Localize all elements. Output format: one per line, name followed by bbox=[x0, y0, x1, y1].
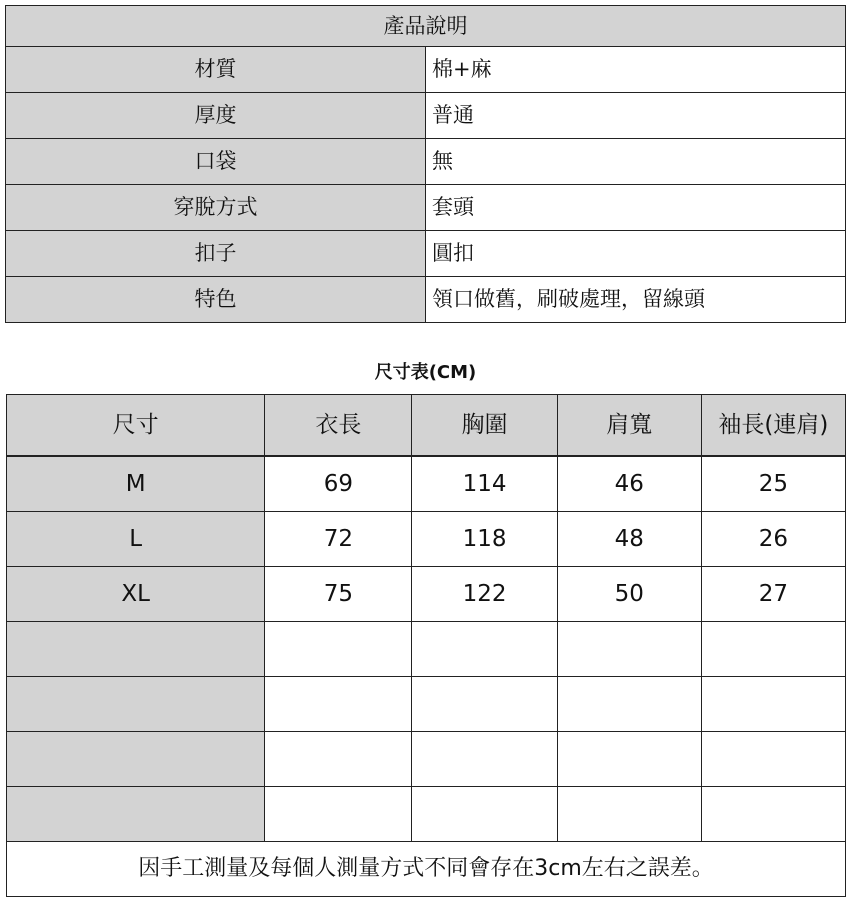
size-value-cell bbox=[412, 787, 557, 842]
product-info-header-row bbox=[6, 6, 846, 47]
product-info-row bbox=[6, 47, 846, 93]
product-info-label: 穿脫方式 bbox=[6, 185, 426, 231]
size-value-cell bbox=[701, 732, 845, 787]
size-row bbox=[7, 567, 846, 622]
size-value-cell: 75 bbox=[265, 567, 412, 622]
size-row-empty bbox=[7, 622, 846, 677]
product-info-label: 口袋 bbox=[6, 139, 426, 185]
size-header-cell: 衣長 bbox=[265, 395, 412, 457]
size-value-cell: 25 bbox=[701, 456, 845, 512]
product-info-label: 厚度 bbox=[6, 93, 426, 139]
size-value-cell bbox=[412, 732, 557, 787]
product-info-title: 產品說明 bbox=[6, 6, 846, 47]
size-row-empty bbox=[7, 732, 846, 787]
product-info-row bbox=[6, 277, 846, 323]
size-chart-title: 尺寸表(CM) bbox=[374, 362, 477, 383]
size-value-cell bbox=[265, 732, 412, 787]
size-header-cell: 尺寸 bbox=[7, 395, 265, 457]
product-info-value: 領口做舊，刷破處理，留線頭 bbox=[426, 277, 846, 323]
size-value-cell bbox=[265, 677, 412, 732]
product-info-value: 套頭 bbox=[426, 185, 846, 231]
size-value-cell: 72 bbox=[265, 512, 412, 567]
size-value-cell bbox=[701, 677, 845, 732]
size-value-cell: 118 bbox=[412, 512, 557, 567]
size-label-cell: M bbox=[7, 456, 265, 512]
size-value-cell bbox=[265, 622, 412, 677]
size-header-cell: 胸圍 bbox=[412, 395, 557, 457]
size-value-cell: 114 bbox=[412, 456, 557, 512]
size-note-row bbox=[7, 842, 846, 897]
size-value-cell: 26 bbox=[701, 512, 845, 567]
size-label-cell bbox=[7, 732, 265, 787]
size-value-cell bbox=[557, 622, 701, 677]
size-value-cell: 122 bbox=[412, 567, 557, 622]
size-row-empty bbox=[7, 677, 846, 732]
size-value-cell bbox=[412, 622, 557, 677]
size-label-cell: L bbox=[7, 512, 265, 567]
size-label-cell bbox=[7, 622, 265, 677]
size-value-cell: 46 bbox=[557, 456, 701, 512]
size-value-cell bbox=[557, 677, 701, 732]
product-info-row bbox=[6, 185, 846, 231]
product-info-value: 無 bbox=[426, 139, 846, 185]
product-info-label: 材質 bbox=[6, 47, 426, 93]
size-value-cell bbox=[701, 787, 845, 842]
product-info-value: 普通 bbox=[426, 93, 846, 139]
product-info-row bbox=[6, 93, 846, 139]
size-row-empty bbox=[7, 787, 846, 842]
product-info-label: 扣子 bbox=[6, 231, 426, 277]
product-info-table bbox=[5, 5, 846, 323]
product-info-row bbox=[6, 139, 846, 185]
size-label-cell bbox=[7, 677, 265, 732]
size-row bbox=[7, 456, 846, 512]
size-value-cell bbox=[557, 732, 701, 787]
size-value-cell: 50 bbox=[557, 567, 701, 622]
size-row bbox=[7, 512, 846, 567]
size-chart-header-row bbox=[7, 395, 846, 457]
size-value-cell: 27 bbox=[701, 567, 845, 622]
product-info-value: 圓扣 bbox=[426, 231, 846, 277]
size-chart-table bbox=[6, 394, 846, 897]
size-value-cell: 69 bbox=[265, 456, 412, 512]
product-info-label: 特色 bbox=[6, 277, 426, 323]
size-label-cell bbox=[7, 787, 265, 842]
size-header-cell: 袖長(連肩) bbox=[701, 395, 845, 457]
product-info-row bbox=[6, 231, 846, 277]
size-header-cell: 肩寬 bbox=[557, 395, 701, 457]
size-value-cell bbox=[701, 622, 845, 677]
size-value-cell bbox=[265, 787, 412, 842]
product-info-value: 棉+麻 bbox=[426, 47, 846, 93]
size-value-cell bbox=[557, 787, 701, 842]
size-label-cell: XL bbox=[7, 567, 265, 622]
measurement-note: 因手工測量及每個人測量方式不同會存在3cm左右之誤差。 bbox=[7, 842, 846, 897]
size-value-cell bbox=[412, 677, 557, 732]
size-value-cell: 48 bbox=[557, 512, 701, 567]
